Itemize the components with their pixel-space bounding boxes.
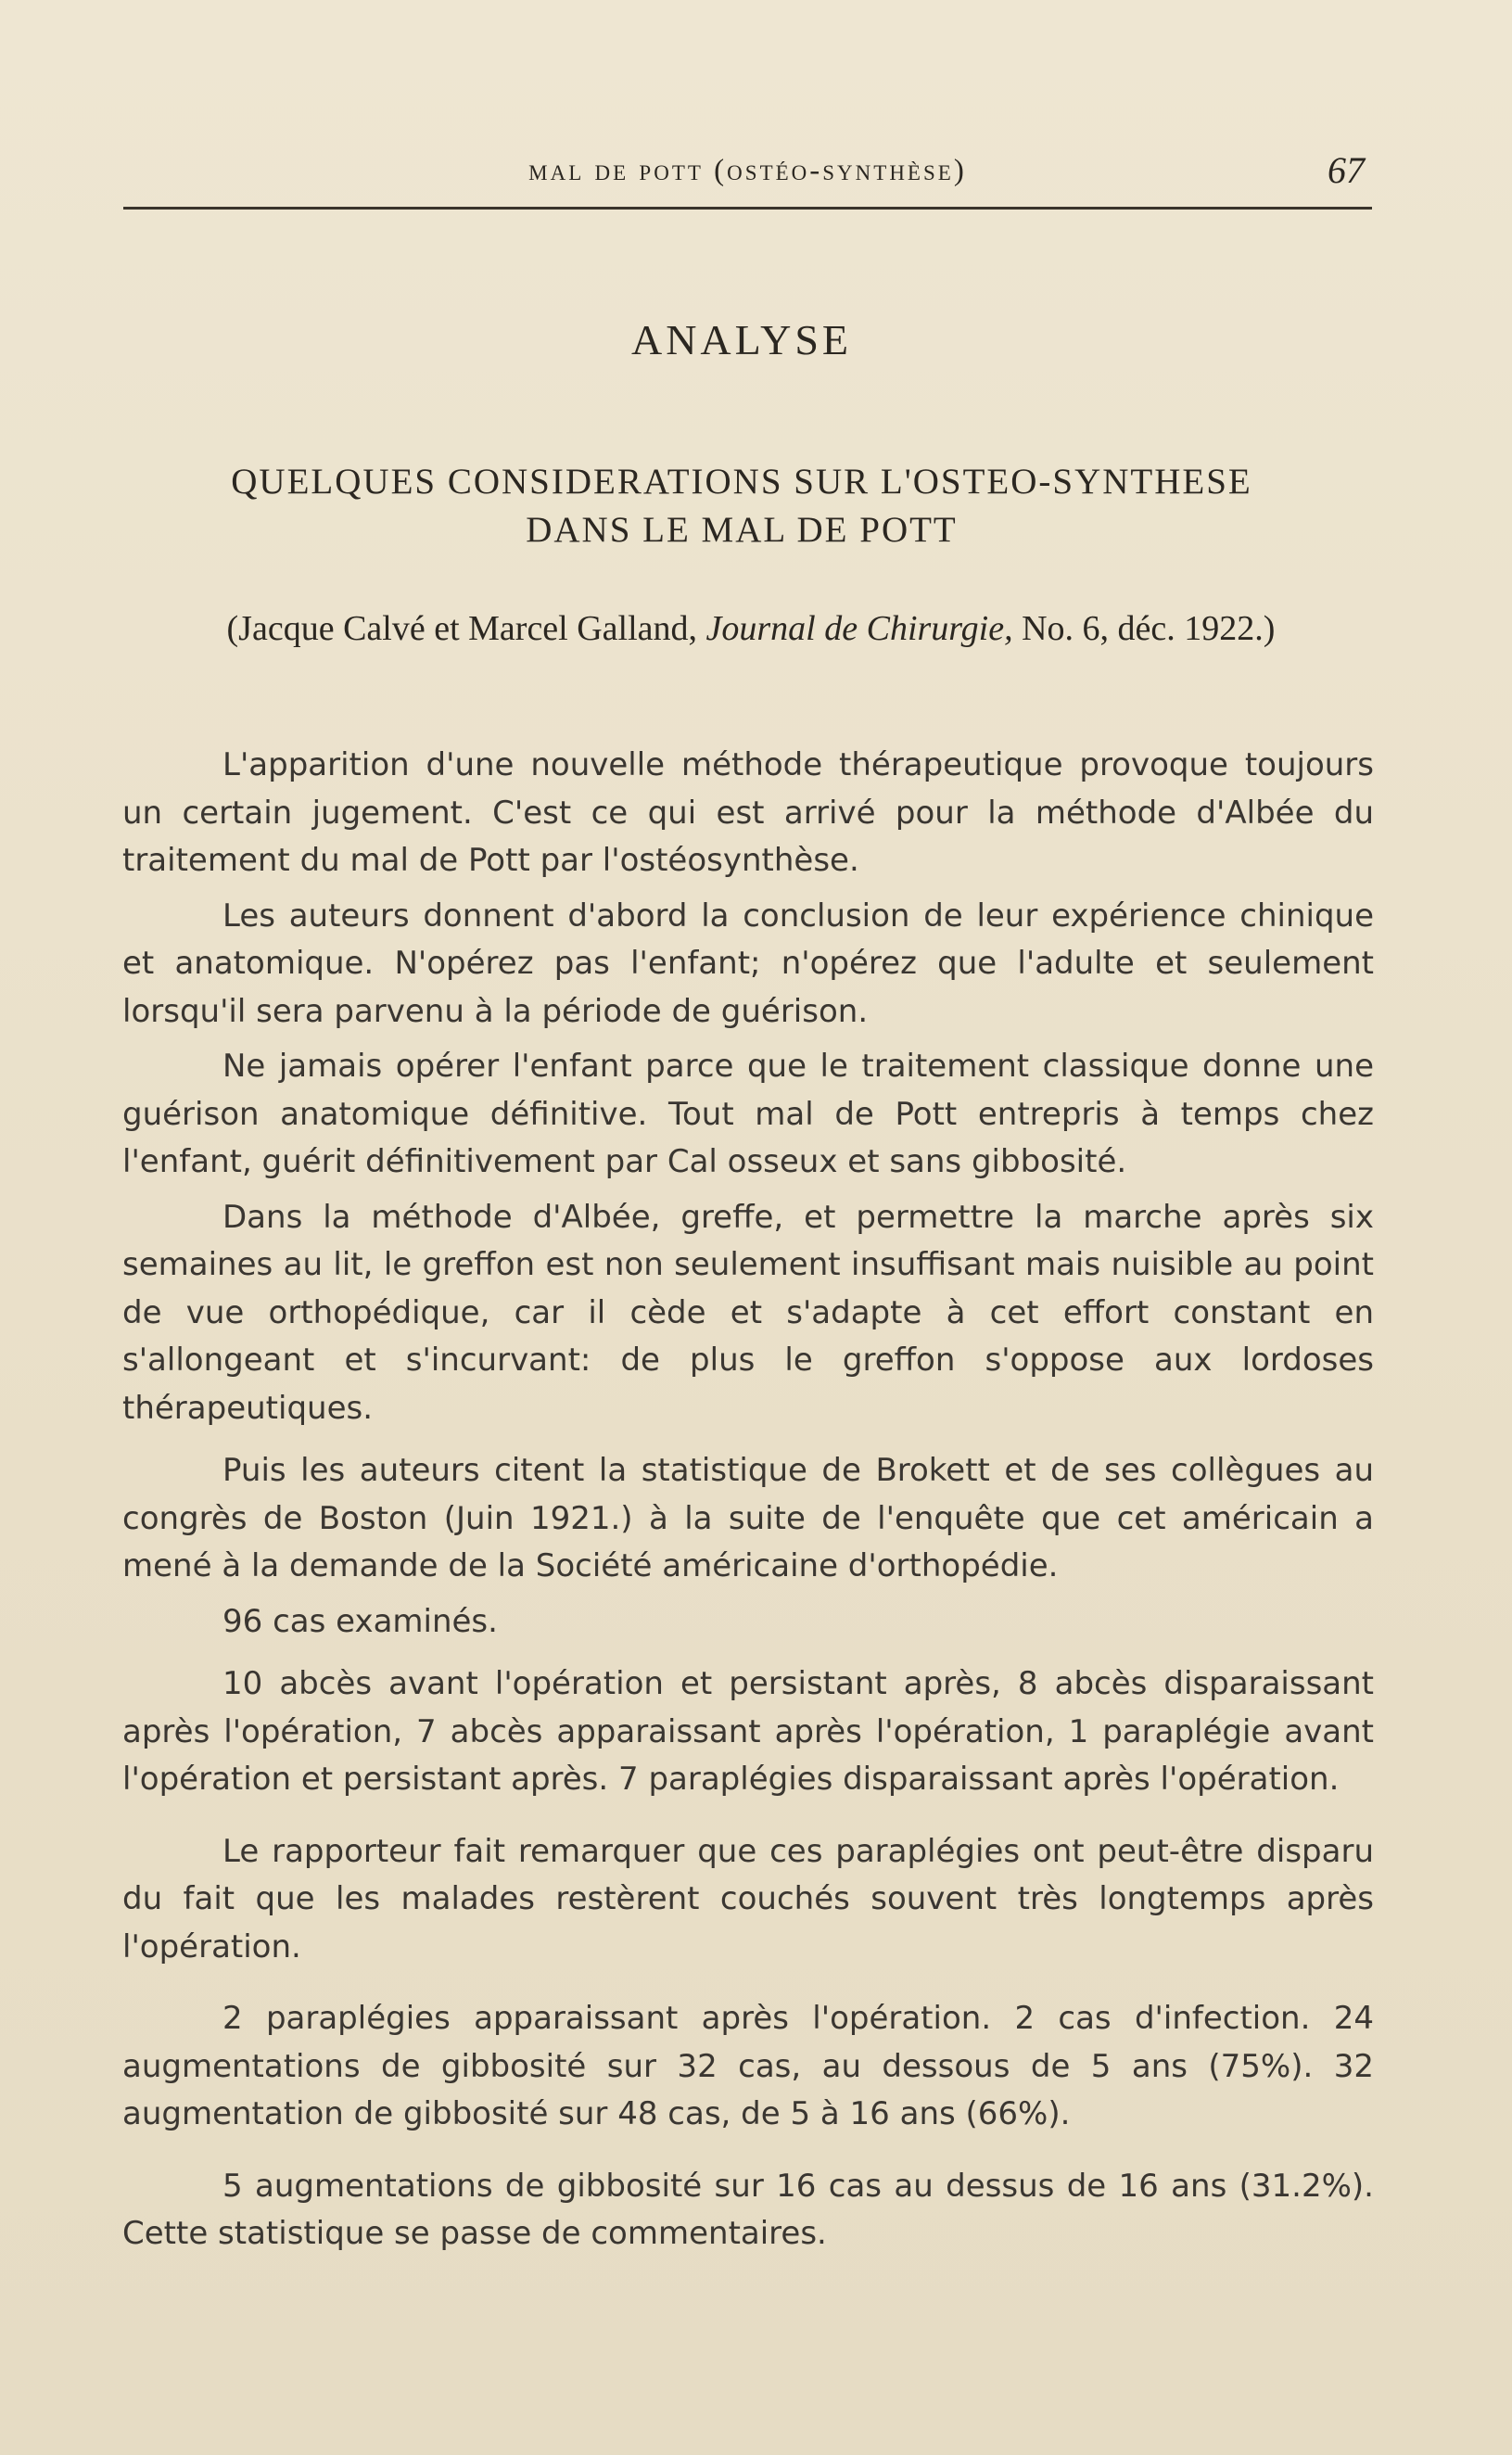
page-number: 67 bbox=[1328, 149, 1365, 191]
section-heading: ANALYSE bbox=[630, 316, 853, 363]
body-text bbox=[122, 742, 1374, 2266]
paragraph: Les auteurs donnent d'abord la conclusion de leur expérience chinique et anatomique. N'opérez pas l'enfant; n'opérez que l'adulte et seulement lorsqu'il sera parvenu à la période de guérison. bbox=[122, 897, 1374, 1030]
paragraph: Dans la méthode d'Albée, greffe, et permettre la marche après six semaines au lit, le greffon est non seulement insuffisant mais nuisible au point de vue orthopédique, car il cède et s'adapte à cet effort constant en s'allongeant et s'incurvant: de plus le greffon s'oppose aux lordoses thérapeutiques. bbox=[122, 1198, 1374, 1427]
paragraph: Ne jamais opérer l'enfant parce que le traitement classique donne une guérison anatomique définitive. Tout mal de Pott entrepris à temps chez l'enfant, guérit définitivement par Cal osseux et sans gibbosité. bbox=[122, 1048, 1374, 1180]
paragraph: 5 augmentations de gibbosité sur 16 cas au dessus de 16 ans (31.2%). Cette statistique se passe de commentaires. bbox=[122, 2167, 1374, 2252]
running-header bbox=[123, 148, 1372, 204]
paragraph: 96 cas examinés. bbox=[222, 1602, 498, 1640]
citation-authors: (Jacque Calvé et Marcel Galland, bbox=[226, 609, 706, 648]
running-title: mal de pott (ostéo-synthèse) bbox=[528, 154, 967, 187]
paragraph: L'apparition d'une nouvelle méthode thérapeutique provoque toujours un certain jugement. C'est ce qui est arrivé pour la méthode d'Albée du traitement du mal de Pott par l'ostéosynthèse. bbox=[122, 746, 1374, 879]
article-title-line-1: QUELQUES CONSIDERATIONS SUR L'OSTEO-SYNTHESE bbox=[231, 462, 1252, 502]
paragraph: 10 abcès avant l'opération et persistant après, 8 abcès disparaissant après l'opération, 7 abcès apparaissant après l'opération, 1 paraplégie avant l'opération et persistant après. 7 paraplégies disparaissant après l'opération. bbox=[122, 1665, 1374, 1798]
paragraph: 2 paraplégies apparaissant après l'opération. 2 cas d'infection. 24 augmentations de gibbosité sur 32 cas, au dessous de 5 ans (75%). 32 augmentation de gibbosité sur 48 cas, de 5 à 16 ans (66%). bbox=[122, 2000, 1374, 2132]
article-title-line-2: DANS LE MAL DE POTT bbox=[526, 510, 958, 550]
article-citation bbox=[111, 608, 1391, 649]
paragraph: Puis les auteurs citent la statistique de Brokett et de ses collègues au congrès de Boston (Juin 1921.) à la suite de l'enquête que cet américain a mené à la demande de la Société américaine d'orthopédie. bbox=[122, 1452, 1374, 1584]
article-title bbox=[111, 458, 1372, 554]
citation-issue: No. 6, déc. 1922.) bbox=[1012, 609, 1276, 648]
citation-journal: Journal de Chirurgie, bbox=[705, 609, 1013, 648]
paragraph: Le rapporteur fait remarquer que ces paraplégies ont peut-être disparu du fait que les malades restèrent couchés souvent très longtemps après l'opération. bbox=[122, 1832, 1374, 1965]
header-rule bbox=[123, 207, 1372, 210]
